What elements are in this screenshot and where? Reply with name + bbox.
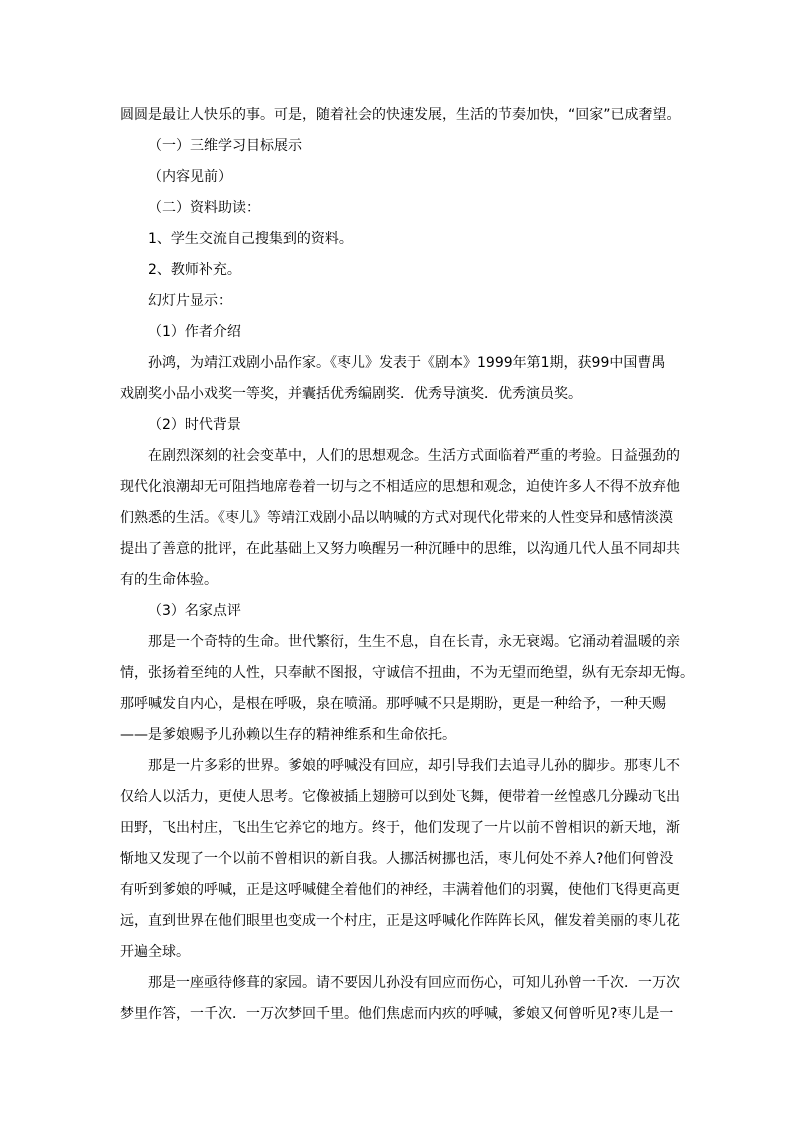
text-line: 幻灯片显示： (148, 293, 232, 309)
text-line: 梦里作答，一千次．一万次梦回千里。他们焦虑而内疚的呼喊，爹娘又何曾听见?枣儿是一 (120, 1006, 674, 1022)
text-line: 提出了善意的批评，在此基础上又努力唤醒另一种沉睡中的思维，以沟通几代人虽不同却共 (120, 541, 680, 557)
document-body (120, 100, 694, 1030)
text-line: （内容见前） (148, 169, 232, 185)
text-line: 2、教师补充。 (148, 262, 241, 278)
text-line: （1）作者介绍 (148, 324, 241, 340)
text-line: 开遍全球。 (120, 944, 190, 960)
text-line: 惭地又发现了一个以前不曾相识的新自我。人挪活树挪也活，枣儿何处不养人?他们何曾没 (120, 851, 674, 867)
text-line: 戏剧奖小品小戏奖一等奖，并囊括优秀编剧奖．优秀导演奖．优秀演员奖。 (120, 386, 582, 402)
text-line: 现代化浪潮却无可阻挡地席卷着一切与之不相适应的思想和观念，迫使许多人不得不放弃他 (120, 479, 680, 495)
text-line: 圆圆是最让人快乐的事。可是，随着社会的快速发展，生活的节奏加快，“回家”已成奢望。 (120, 107, 681, 123)
text-line: 1、学生交流自己搜集到的资料。 (148, 231, 353, 247)
text-line: 们熟悉的生活。《枣儿》等靖江戏剧小品以呐喊的方式对现代化带来的人性变异和感情淡漠 (120, 510, 673, 526)
text-line: 在剧烈深刻的社会变革中，人们的思想观念。生活方式面临着严重的考验。日益强劲的 (148, 448, 680, 464)
text-line: 那呼喊发自内心，是根在呼吸，泉在喷涌。那呼喊不只是期盼，更是一种给予，一种天赐 (120, 696, 666, 712)
text-line: 那是一个奇特的生命。世代繁衍，生生不息，自在长青，永无衰竭。它涌动着温暖的亲 (148, 634, 680, 650)
text-line: 孙鸿，为靖江戏剧小品作家。《枣儿》发表于《剧本》1999年第1期，获99中国曹禺 (148, 355, 666, 371)
text-line: （3）名家点评 (148, 603, 241, 619)
text-line: 情，张扬着至纯的人性，只奉献不图报，守诚信不扭曲，不为无望而绝望，纵有无奈却无悔。 (120, 665, 694, 681)
text-line: （二）资料助读： (148, 200, 260, 216)
text-line: 仅给人以活力，更使人思考。它像被插上翅膀可以到处飞舞，便带着一丝惶惑几分躁动飞出 (120, 789, 680, 805)
text-line: 有的生命体验。 (120, 572, 218, 588)
text-line: 远，直到世界在他们眼里也变成一个村庄，正是这呼喊化作阵阵长风，催发着美丽的枣儿花 (120, 913, 680, 929)
text-line: 田野，飞出村庄，飞出生它养它的地方。终于，他们发现了一片以前不曾相识的新天地，渐 (120, 820, 680, 836)
text-line: 有听到爹娘的呼喊，正是这呼喊健全着他们的神经，丰满着他们的羽翼，使他们飞得更高更 (120, 882, 680, 898)
text-line: （一）三维学习目标展示 (148, 138, 302, 154)
text-line: （2）时代背景 (148, 417, 241, 433)
text-line: ——是爹娘赐予儿孙赖以生存的精神维系和生命依托。 (120, 727, 456, 743)
text-line: 那是一座亟待修葺的家园。请不要因儿孙没有回应而伤心，可知儿孙曾一千次．一万次 (148, 975, 680, 991)
text-line: 那是一片多彩的世界。爹娘的呼喊没有回应，却引导我们去追寻儿孙的脚步。那枣儿不 (148, 758, 680, 774)
